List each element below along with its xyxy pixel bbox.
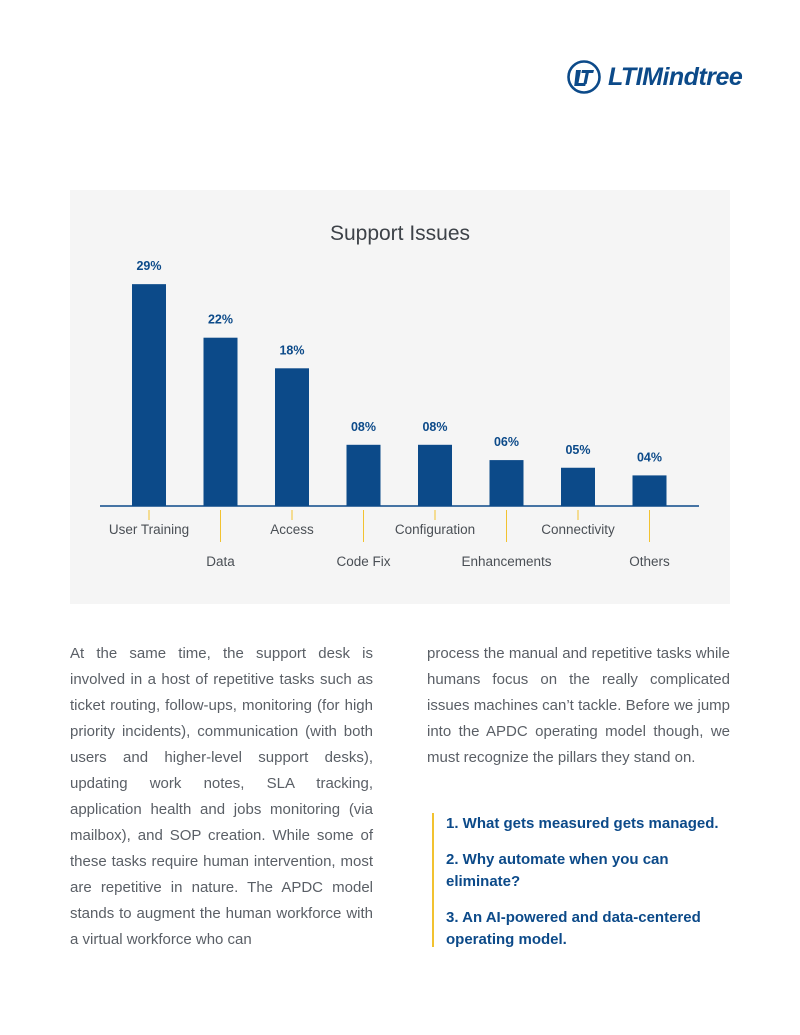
category-label-1: Data <box>206 554 235 569</box>
pillar-item-3: 3. An AI-powered and data-centered operating model. <box>446 909 701 948</box>
lt-emblem-icon <box>566 59 602 95</box>
value-label-4: 08% <box>422 419 448 434</box>
pillar-item-1: 1. What gets measured gets managed. <box>446 815 719 832</box>
category-label-0: User Training <box>108 522 190 537</box>
support-issues-chart <box>70 190 730 604</box>
value-label-3: 08% <box>350 419 377 434</box>
category-label-2: Access <box>270 522 314 537</box>
pillar-item-2: 2. Why automate when you can eliminate? <box>446 851 669 890</box>
brand-name: LTIMindtree <box>608 62 743 91</box>
body-paragraph-left: At the same time, the support desk is involved in a host of repetitive tasks such as ticket routing, follow-ups, monitoring (for high priority incidents), communication (with both users and higher-level support desks), updating work notes, SLA tracking, application health and jobs monitoring (via mailbox), and SOP creation. While some of these tasks require human intervention, most are repetitive in nature. The APDC model stands to augment the human workforce with a virtual workforce who can <box>70 645 373 948</box>
value-label-0: 29% <box>136 259 162 274</box>
category-label-4: Configuration <box>394 522 476 537</box>
category-label-7: Others <box>629 554 670 569</box>
brand-logo <box>566 58 742 96</box>
value-label-1: 22% <box>207 312 234 327</box>
bar-7 <box>633 475 667 506</box>
value-label-5: 06% <box>493 435 520 450</box>
bar-1 <box>204 338 238 506</box>
value-label-6: 05% <box>565 442 591 457</box>
chart-canvas <box>70 190 730 604</box>
bar-5 <box>490 460 524 506</box>
bar-6 <box>561 468 595 506</box>
body-paragraph-right: process the manual and repetitive tasks while humans focus on the really complicated issues machines can’t tackle. Before we jump into the APDC operating model though, we must recognize the pillars they stand on. <box>427 645 730 766</box>
category-label-6: Connectivity <box>541 522 615 537</box>
value-label-7: 04% <box>636 450 663 465</box>
pillars-list <box>432 813 746 947</box>
bar-2 <box>275 368 309 506</box>
bar-3 <box>347 445 381 506</box>
category-label-5: Enhancements <box>461 554 552 569</box>
bars-group <box>109 259 670 569</box>
value-label-2: 18% <box>279 343 305 358</box>
bar-4 <box>418 445 452 506</box>
chart-title: Support Issues <box>329 222 471 245</box>
category-label-3: Code Fix <box>336 554 391 569</box>
bar-0 <box>132 284 166 506</box>
